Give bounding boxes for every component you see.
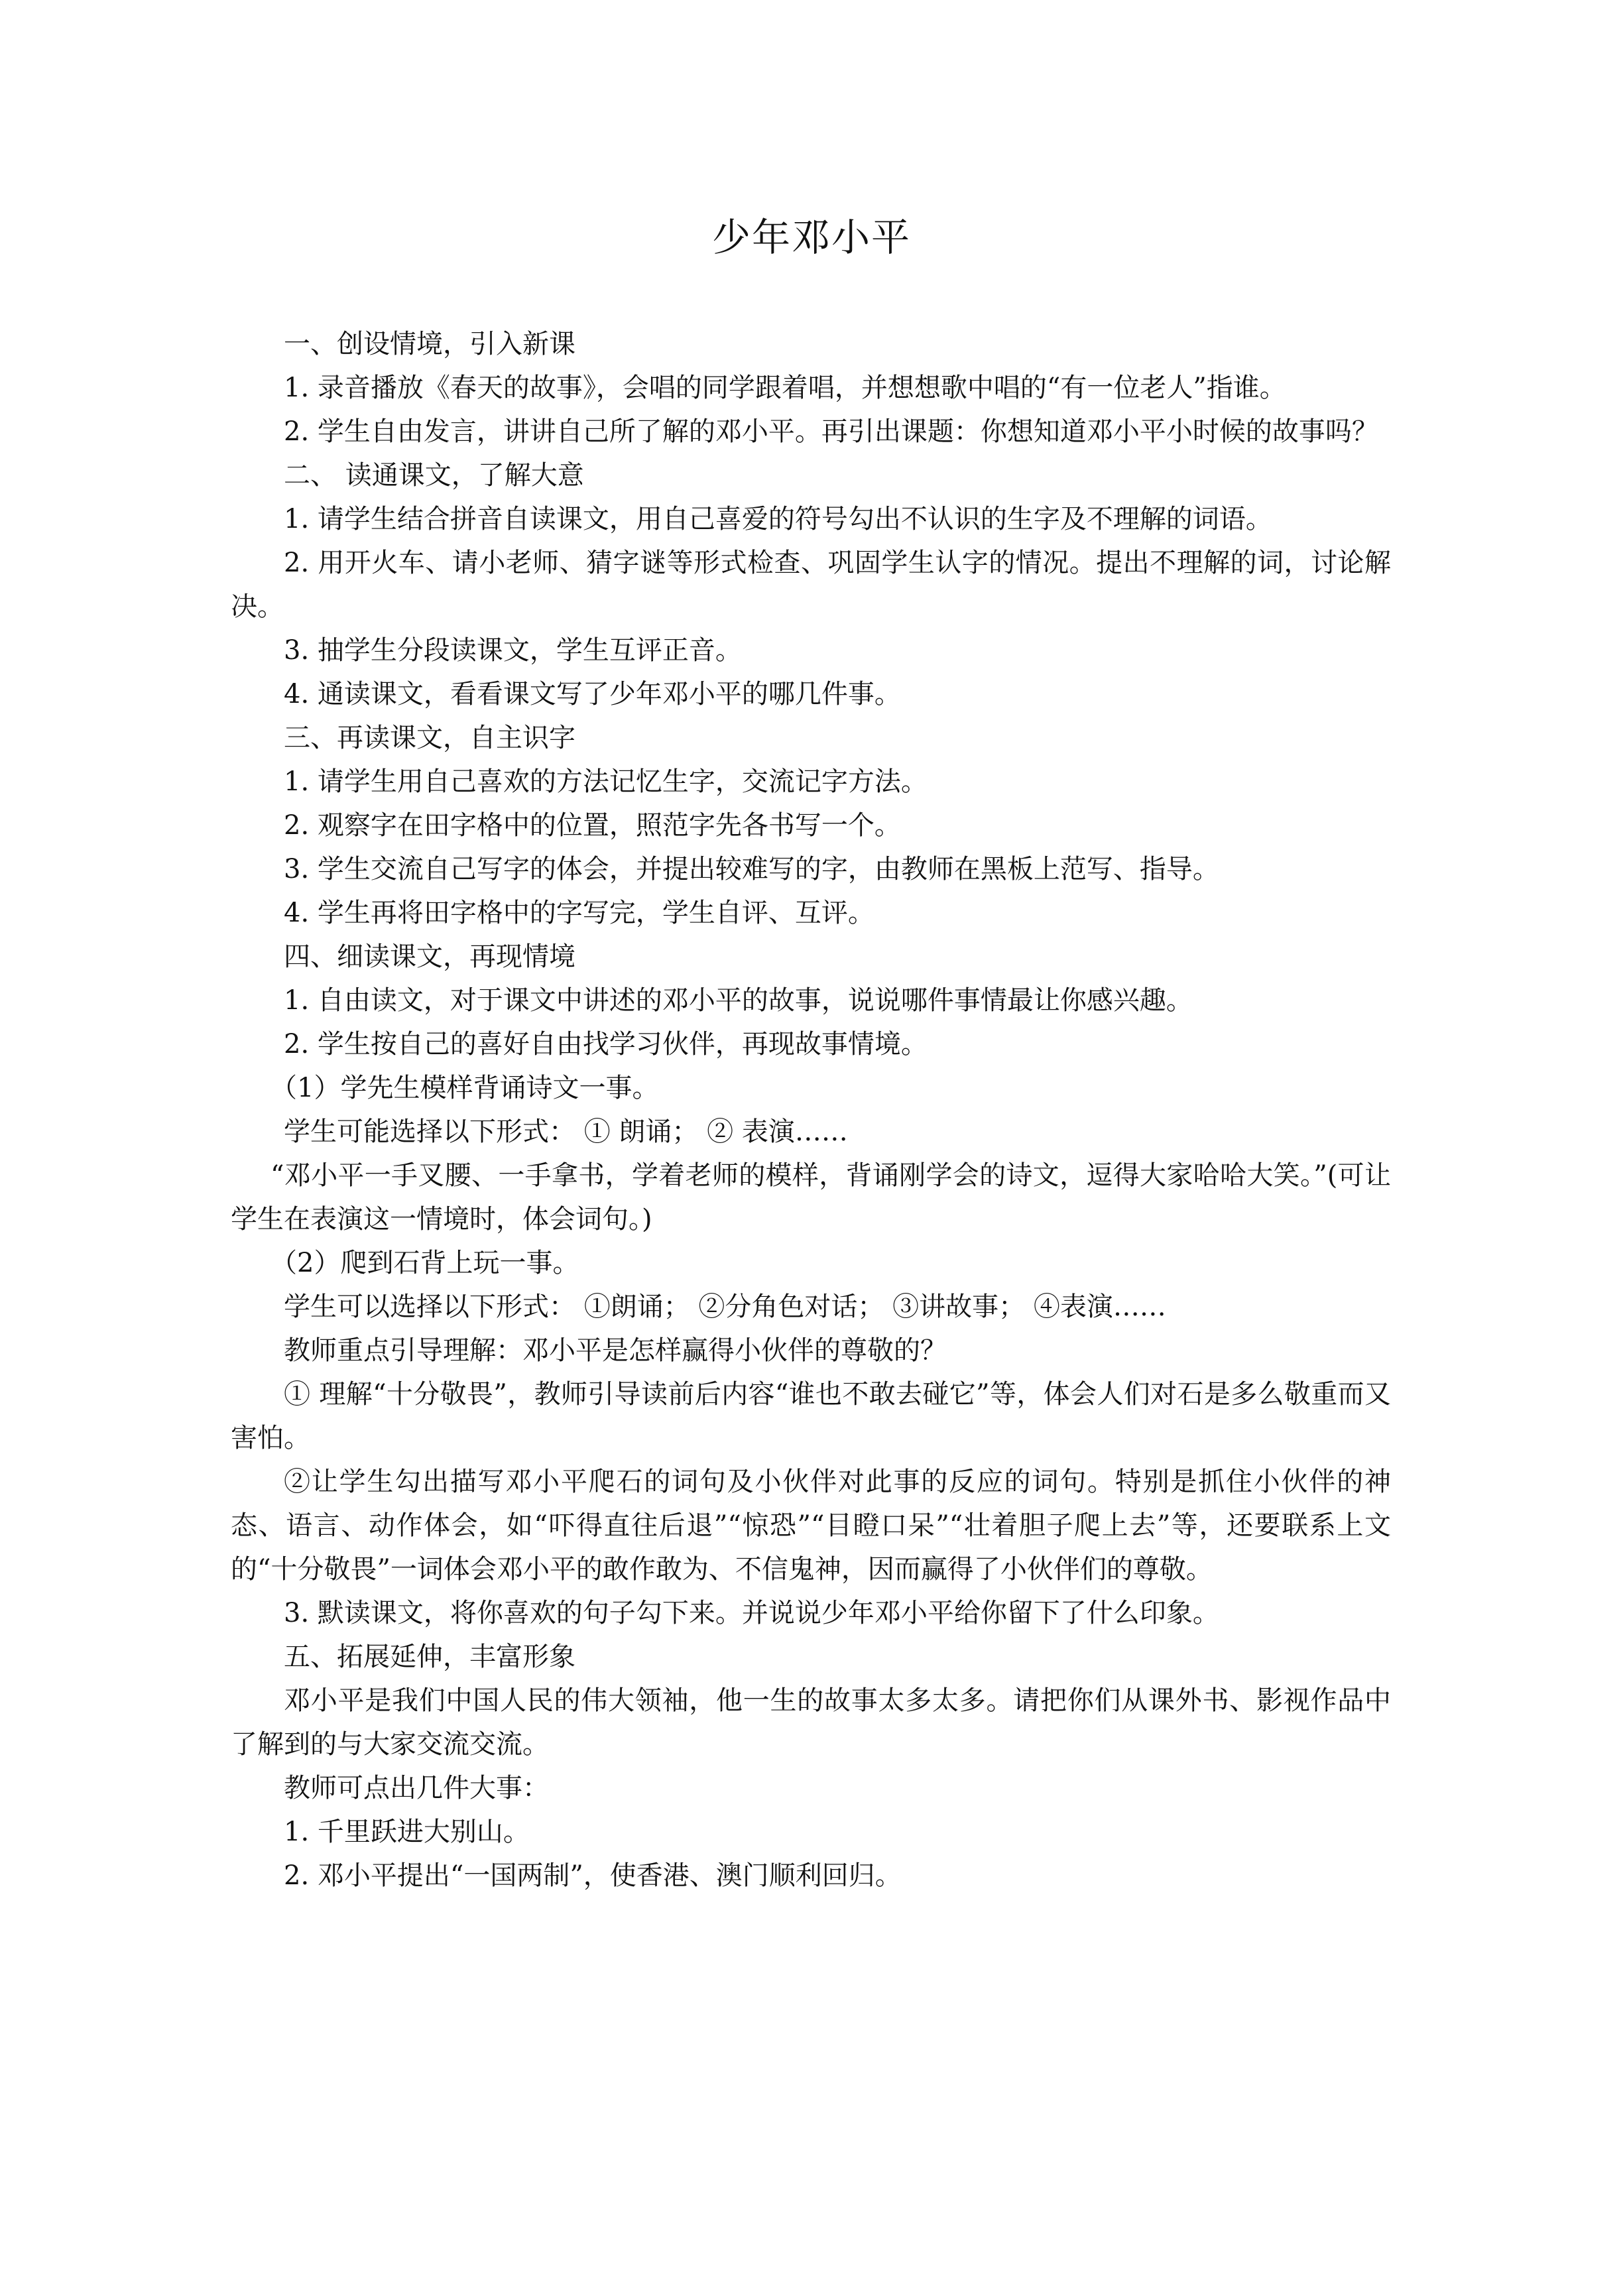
paragraph: 3. 学生交流自己写字的体会，并提出较难写的字，由教师在黑板上范写、指导。 [284,854,1219,884]
sub-item: （2）爬到石背上玩一事。 [270,1248,579,1278]
section-heading-3: 三、再读课文，自主识字 [284,723,575,753]
quote-paragraph: “邓小平一手叉腰、一手拿书，学着老师的模样，背诵刚学会的诗文，逗得大家哈哈大笑。”(可让学生在表演这一情境时，体会词句。) [231,1160,1391,1235]
paragraph: 教师重点引导理解：邓小平是怎样赢得小伙伴的尊敬的？ [284,1335,947,1366]
paragraph: 2. 邓小平提出“一国两制”，使香港、澳门顺利回归。 [284,1860,902,1891]
paragraph: 2. 学生按自己的喜好自由找学习伙伴，再现故事情境。 [284,1029,928,1059]
document-title: 少年邓小平 [711,215,911,260]
section-heading-5: 五、拓展延伸，丰富形象 [284,1642,575,1672]
section-heading-1: 一、创设情境，引入新课 [284,329,575,359]
section-heading-4: 四、细读课文，再现情境 [284,941,575,972]
paragraph: 教师可点出几件大事： [284,1773,549,1803]
paragraph: 2. 观察字在田字格中的位置，照范字先各书写一个。 [284,810,901,841]
paragraph: 2. 用开火车、请小老师、猜字谜等形式检查、巩固学生认字的情况。提出不理解的词，讨论解决。 [231,548,1391,622]
paragraph: ① 理解“十分敬畏”，教师引导读前后内容“谁也不敢去碰它”等，体会人们对石是多么敬重而又害怕。 [231,1379,1391,1453]
paragraph: 1. 请学生结合拼音自读课文，用自己喜爱的符号勾出不认识的生字及不理解的词语。 [284,504,1272,534]
paragraph: 3. 抽学生分段读课文，学生互评正音。 [284,635,742,666]
paragraph: 2. 学生自由发言，讲讲自己所了解的邓小平。再引出课题：你想知道邓小平小时候的故事吗？ [284,416,1378,447]
paragraph: 1. 录音播放《春天的故事》，会唱的同学跟着唱，并想想歌中唱的“有一位老人”指谁。 [284,373,1286,403]
paragraph: 4. 学生再将田字格中的字写完，学生自评、互评。 [284,898,874,928]
paragraph: 1. 自由读文，对于课文中讲述的邓小平的故事，说说哪件事情最让你感兴趣。 [284,985,1193,1016]
document-body [231,322,1391,1898]
sub-item: （1）学先生模样背诵诗文一事。 [270,1073,659,1103]
paragraph: 1. 请学生用自己喜欢的方法记忆生字，交流记字方法。 [284,766,928,797]
paragraph: 学生可能选择以下形式： ① 朗诵； ② 表演…… [284,1117,848,1147]
section-heading-2: 二、 读通课文，了解大意 [284,460,584,491]
paragraph: 4. 通读课文，看看课文写了少年邓小平的哪几件事。 [284,679,901,709]
paragraph: 邓小平是我们中国人民的伟大领袖，他一生的故事太多太多。请把你们从课外书、影视作品中了解到的与大家交流交流。 [231,1685,1391,1760]
paragraph: 3. 默读课文，将你喜欢的句子勾下来。并说说少年邓小平给你留下了什么印象。 [284,1598,1219,1628]
paragraph: 学生可以选择以下形式： ①朗诵； ②分角色对话； ③讲故事； ④表演…… [284,1292,1166,1322]
paragraph: ②让学生勾出描写邓小平爬石的词句及小伙伴对此事的反应的词句。特别是抓住小伙伴的神态、语言、动作体会，如“吓得直往后退”“惊恐”“目瞪口呆”“壮着胆子爬上去”等，还要联系上文的“十分敬畏”一词体会邓小平的敢作敢为、不信鬼神，因而赢得了小伙伴们的尊敬。 [231,1467,1391,1585]
paragraph: 1. 千里跃进大别山。 [284,1817,530,1847]
